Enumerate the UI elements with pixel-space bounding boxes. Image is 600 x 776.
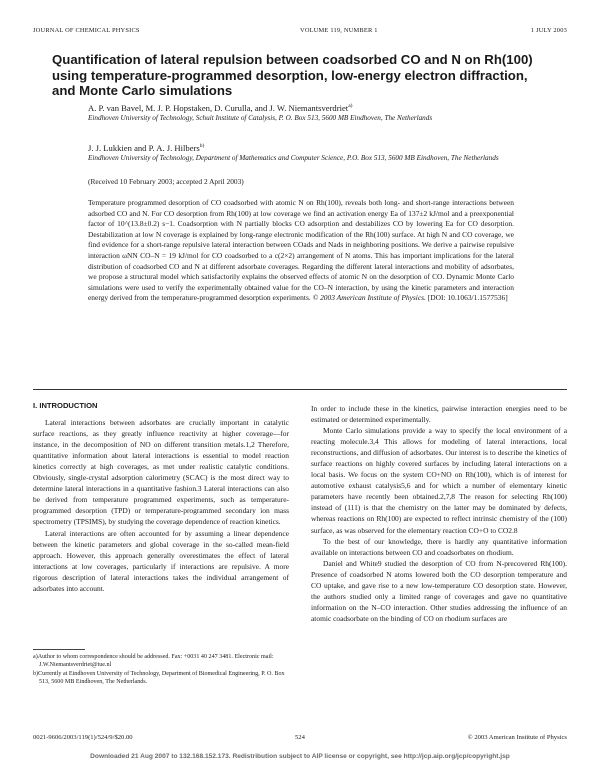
author-footnote-mark: b): [199, 143, 205, 149]
affiliation-1: Eindhoven University of Technology, Schuit Institute of Catalysis, P. O. Box 513, 5600 MB Eindhoven, The Netherlands: [88, 114, 433, 122]
paragraph: Daniel and White9 studied the desorption of CO from N-precovered Rh(100). Presence of coadsorbed N atoms lowered both the CO desorption temperature and CO uptake, and gave rise to a new low-temperature CO desorption state. However, the authors studied only a limited range of coverages and gave no quantitative information on the N–CO interaction. Other studies addressing the influence of an atomic coadsorbate on the binding of CO on rhodium surfaces are: [311, 558, 567, 623]
author-footnote-mark: a): [348, 103, 353, 109]
paragraph: Lateral interactions between adsorbates are crucially important in catalytic surface reactions, as they greatly influence reactivity at higher coverage—for instance, in the decomposition of NO on different transition metals.1,2 Therefore, quantitative information about lateral interactions is essential to model reaction kinetics correctly at high coverages, as met under realistic catalytic conditions. Obviously, single-crystal adsorption calorimetry (SCAC) is the most direct way to determine lateral interactions in a quantitative fashion.3 Lateral interactions can also be derived from temperature programmed experiments, such as temperature-programmed desorption (TPD) or temperature-programmed secondary ion mass spectrometry (TPSIMS), by studying the coverage dependence of reaction kinetics.: [33, 418, 289, 527]
received-dates: (Received 10 February 2003; accepted 2 April 2003): [88, 177, 244, 186]
footnote: a)Author to whom correspondence should be addressed. Fax: +0031 40 247 3481. Electronic mail: J.W.Niemantsverdriet@tue.nl: [33, 654, 274, 669]
authors-text: J. J. Lukkien and P. A. J. Hilbers: [88, 142, 200, 153]
right-column: [311, 403, 567, 624]
section-heading: I. INTRODUCTION: [33, 401, 98, 410]
abstract: [88, 198, 514, 304]
paragraph: Monte Carlo simulations provide a way to specify the local environment of a reacting molecule.3,4 This allows for modeling of lateral interactions, local reconstructions, and diffusion of adsorbates. Our interest is to describe the kinetics of surface reactions on highly covered surfaces by including lateral interactions on a local basis. We focus on the system CO+NO on Rh(100), which is of interest for automotive exhaust catalysis5,6 and for which a number of elementary kinetic parameters have recently been obtained.2,7,8 The reason for selecting Rh(100) instead of (111) is that the chemistry on the latter may be dominated by defects, whereas reactions on Rh(100) are expected to reflect intrinsic chemistry of the (100) surface, as was observed for the elementary reaction CO+O to CO2.8: [311, 426, 567, 535]
author-list-2: [88, 141, 204, 154]
left-column: [33, 400, 289, 594]
author-list-1: [88, 101, 352, 114]
footnote: b)Currently at Eindhoven University of Technology, Department of Biomedical Engineering, P. O. Box 513, 5600 MB Eindhoven, The Netherlands.: [33, 670, 285, 686]
running-head: [33, 27, 567, 37]
authors-text: A. P. van Bavel, M. J. P. Hopstaken, D. Curulla, and J. W. Niemantsverdriet: [88, 102, 349, 113]
abstract-divider: [33, 389, 567, 390]
issue-date: 1 JULY 2003: [530, 27, 567, 34]
paragraph: Lateral interactions are often accounted for by assuming a linear dependence between the kinetic parameters and global coverage in the so-called mean-field approach. However, this approach generally overestimates the effect of lateral interactions at low coverages, particularly if interactions are repulsive. A more rigorous description of lateral interactions takes the individual arrangement of adsorbates into account.: [33, 528, 289, 593]
article-title: Quantification of lateral repulsion between coadsorbed CO and N on Rh(100) using temperature-programmed desorption, low-energy electron diffraction, and Monte Carlo simulations: [52, 52, 533, 98]
abstract-text: Temperature programmed desorption of CO coadsorbed with atomic N on Rh(100), reveals both long- and short-range interactions between adsorbed CO and N. For CO desorption from Rh(100) at low coverage we find an activation energy Ea of 137±2 kJ/mol and a preexponential factor of 10^(13.8±0.2) s−1. Coadsorption with N partially blocks CO adsorption and destabilizes CO by lowering Ea for CO desorption. Destabilization at low N coverage is explained by long-range electronic modification of the Rh(100) surface. At high N and CO coverage, we find evidence for a short-range repulsive lateral interaction between COads and Nads in neighboring positions. We derive a pairwise repulsive interaction ωNN CO–N = 19 kJ/mol for CO coadsorbed to a c(2×2) arrangement of N atoms. This has important implications for the lateral distribution of coadsorbed CO and N at different adsorbate coverages. Regarding the different lateral interactions and mobility of adsorbates, we propose a structural model which satisfactorily explains the observed effects of atomic N on the desorption of CO. Dynamic Monte Carlo simulations were used to verify the experimentally obtained value for the CO–N interaction, by using the kinetic parameters and interaction energy derived from the temperature-programmed desorption experiments.: [88, 198, 514, 303]
footer-copyright: © 2003 American Institute of Physics: [467, 734, 567, 741]
page-number: 524: [295, 734, 305, 741]
abstract-doi: [DOI: 10.1063/1.1577536]: [427, 293, 508, 303]
issn-code: 0021-9606/2003/119(1)/524/9/$20.00: [33, 734, 133, 741]
paragraph: In order to include these in the kinetics, pairwise interaction energies need to be estimated or determined experimentally.: [311, 404, 567, 425]
affiliation-2: Eindhoven University of Technology, Department of Mathematics and Computer Science, P.O. Box 513, 5600 MB Eindhoven, The Netherlands: [88, 154, 499, 162]
abstract-copyright: © 2003 American Institute of Physics.: [312, 293, 426, 303]
paragraph: To the best of our knowledge, there is hardly any quantitative information available on interactions between CO and coadsorbates on rhodium.: [311, 536, 567, 557]
journal-name: JOURNAL OF CHEMICAL PHYSICS: [33, 27, 140, 34]
download-notice: Downloaded 21 Aug 2007 to 132.168.152.173. Redistribution subject to AIP license or copyright, see http://jcp.aip.org/jcp/copyright.jsp: [90, 753, 510, 760]
footnote-divider: [33, 649, 85, 650]
footnotes: [33, 653, 289, 687]
volume-number: VOLUME 119, NUMBER 1: [300, 27, 378, 34]
